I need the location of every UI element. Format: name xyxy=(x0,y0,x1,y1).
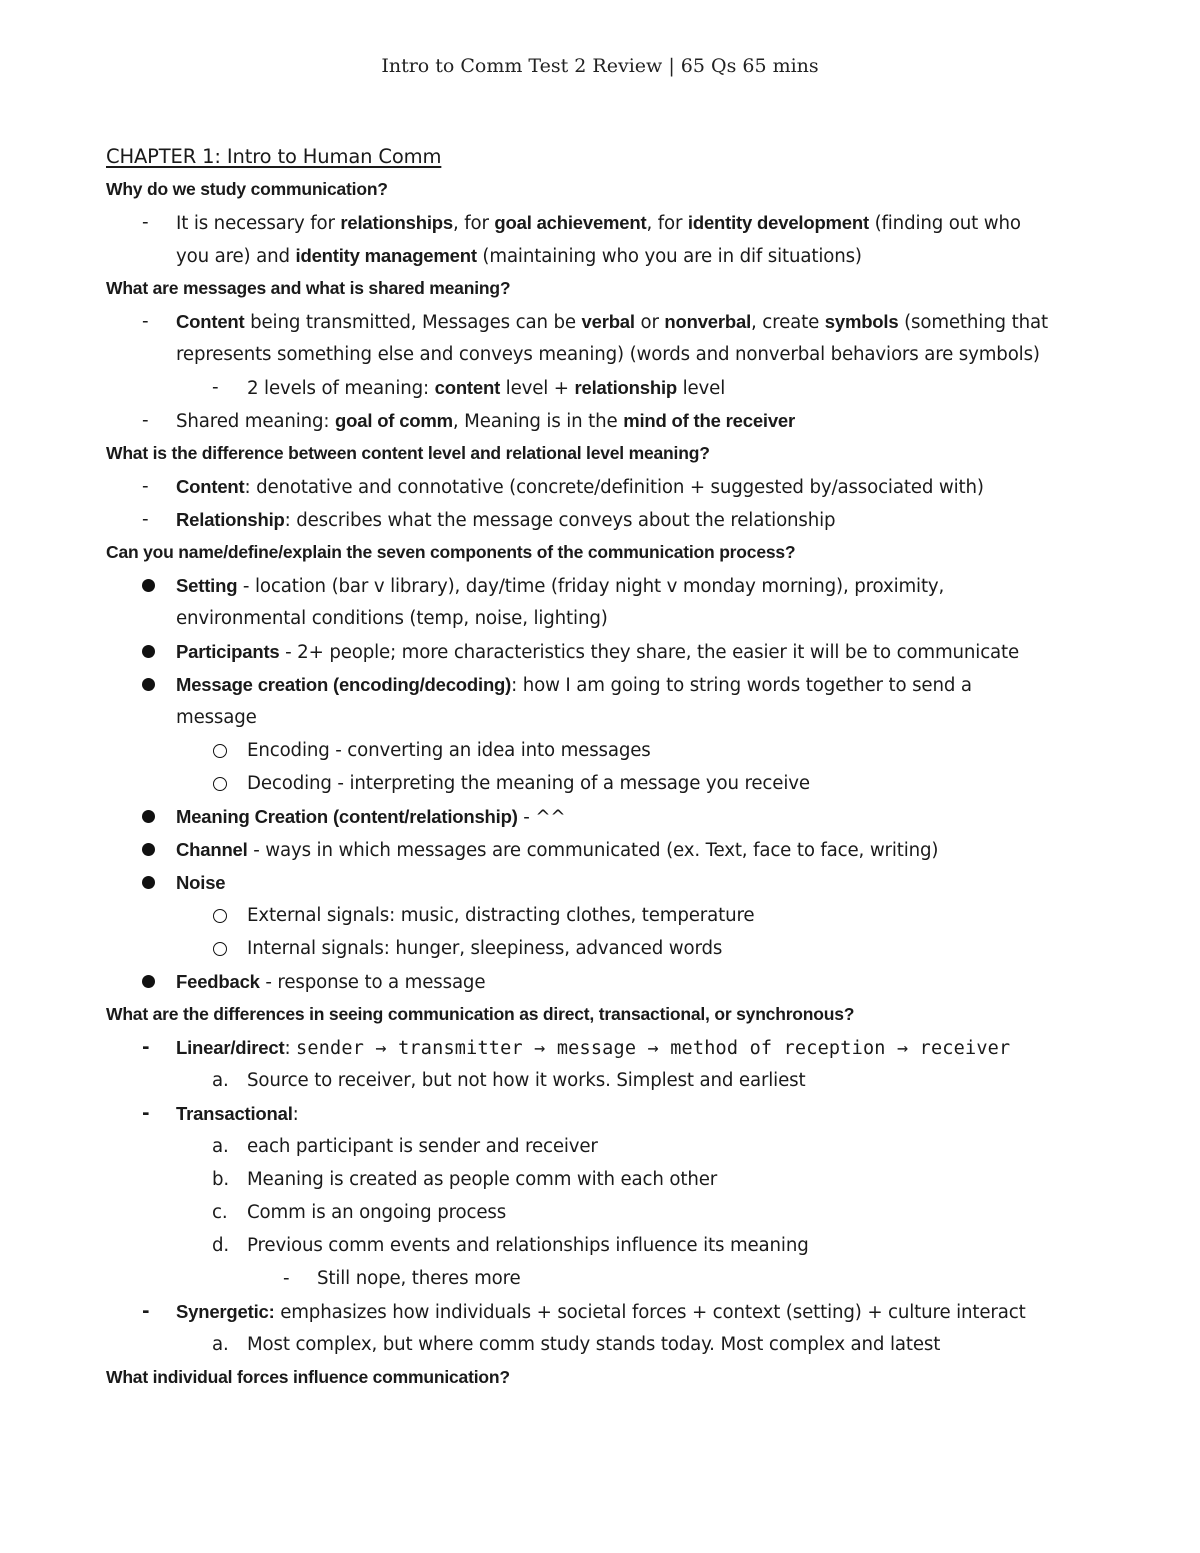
list-item-synergetic: - Synergetic: emphasizes how individuals + societal forces + context (setting) + culture interact xyxy=(106,1295,1116,1328)
chapter-title: CHAPTER 1: Intro to Human Comm xyxy=(106,145,442,168)
bullet-item-setting: Setting - location (bar v library), day/time (friday night v monday morning), proximity, xyxy=(106,569,1116,602)
list-item-continuation: message xyxy=(176,707,257,728)
dash-marker: - xyxy=(142,1103,150,1124)
bullet-item-noise: Noise xyxy=(106,866,1116,899)
list-item-linear: - Linear/direct: sender → transmitter → message → method of reception → receiver xyxy=(106,1031,1116,1064)
circle-item-encoding: Encoding - converting an idea into messages xyxy=(106,734,1116,767)
question-heading: Why do we study communication? xyxy=(106,179,388,199)
list-subitem: b. Meaning is created as people comm with each other xyxy=(212,1169,718,1190)
bullet-item-channel: Channel - ways in which messages are communicated (ex. Text, face to face, writing) xyxy=(106,833,1116,866)
list-subitem: a. Source to receiver, but not how it works. Simplest and earliest xyxy=(212,1070,806,1091)
list-item: - Content being transmitted, Messages can be verbal or nonverbal, create symbols (something that xyxy=(106,305,1116,338)
list-item-continuation: represents something else and conveys meaning) (words and nonverbal behaviors are symbols) xyxy=(176,344,1040,365)
list-item-transactional: - Transactional: xyxy=(106,1097,1116,1130)
list-subsubitem: - Still nope, theres more xyxy=(106,1262,1116,1295)
document-body xyxy=(106,140,1116,1394)
list-subitem: d. Previous comm events and relationships influence its meaning xyxy=(212,1235,809,1256)
bullet-icon xyxy=(142,678,155,691)
circle-bullet-icon xyxy=(213,942,227,956)
list-subitem: a. Most complex, but where comm study stands today. Most complex and latest xyxy=(212,1334,941,1355)
circle-bullet-icon xyxy=(213,777,227,791)
dash-marker: - xyxy=(142,311,149,332)
dash-marker: - xyxy=(142,410,149,431)
dash-marker: - xyxy=(283,1268,290,1289)
circle-item-internal: Internal signals: hunger, sleepiness, advanced words xyxy=(106,932,1116,965)
circle-bullet-icon xyxy=(213,744,227,758)
dash-marker: - xyxy=(142,212,149,233)
bullet-icon xyxy=(142,975,155,988)
bullet-item-participants: Participants - 2+ people; more characteristics they share, the easier it will be to communicate xyxy=(106,635,1116,668)
list-item-continuation: environmental conditions (temp, noise, lighting) xyxy=(176,608,608,629)
bullet-item-meaning-creation: Meaning Creation (content/relationship) - ^^ xyxy=(106,800,1116,833)
circle-bullet-icon xyxy=(213,909,227,923)
list-item: - Relationship: describes what the message conveys about the relationship xyxy=(106,503,1116,536)
list-item: - It is necessary for relationships, for goal achievement, for identity development (finding out who xyxy=(106,206,1116,239)
list-item-continuation: you are) and identity management (maintaining who you are in dif situations) xyxy=(176,245,862,267)
bullet-icon xyxy=(142,876,155,889)
list-item: - Shared meaning: goal of comm, Meaning is in the mind of the receiver xyxy=(106,404,1116,437)
bullet-icon xyxy=(142,810,155,823)
question-heading: What are the differences in seeing communication as direct, transactional, or synchronous? xyxy=(106,1004,855,1024)
question-heading: What is the difference between content level and relational level meaning? xyxy=(106,443,710,463)
bullet-icon xyxy=(142,645,155,658)
dash-marker: - xyxy=(142,1301,150,1322)
dash-marker: - xyxy=(142,509,149,530)
dash-marker: - xyxy=(212,377,219,398)
list-subitem: - 2 levels of meaning: content level + relationship level xyxy=(106,371,1116,404)
bullet-icon xyxy=(142,843,155,856)
bullet-item-feedback: Feedback - response to a message xyxy=(106,965,1116,998)
question-heading: What individual forces influence communication? xyxy=(106,1367,510,1387)
dash-marker: - xyxy=(142,476,149,497)
circle-item-external: External signals: music, distracting clothes, temperature xyxy=(106,899,1116,932)
question-heading: What are messages and what is shared meaning? xyxy=(106,278,511,298)
dash-marker: - xyxy=(142,1037,150,1058)
circle-item-decoding: Decoding - interpreting the meaning of a message you receive xyxy=(106,767,1116,800)
question-heading: Can you name/define/explain the seven components of the communication process? xyxy=(106,542,796,562)
bullet-item-message-creation: Message creation (encoding/decoding): how I am going to string words together to send a xyxy=(106,668,1116,701)
list-subitem: a. each participant is sender and receiver xyxy=(212,1136,598,1157)
list-subitem: c. Comm is an ongoing process xyxy=(212,1202,507,1223)
list-item: - Content: denotative and connotative (concrete/definition + suggested by/associated with) xyxy=(106,470,1116,503)
bullet-icon xyxy=(142,579,155,592)
page-header: Intro to Comm Test 2 Review | 65 Qs 65 mins xyxy=(381,55,819,77)
